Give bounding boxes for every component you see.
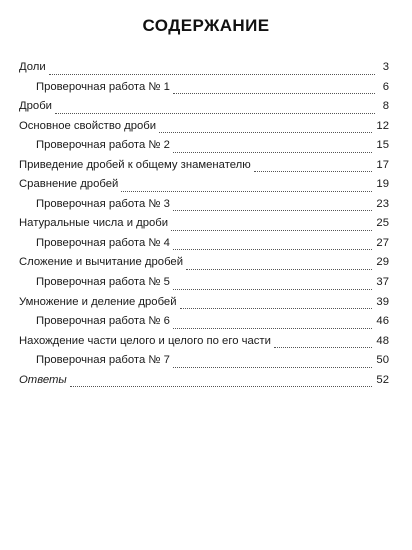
toc-entry-label: Сравнение дробей (19, 178, 119, 191)
toc-entry[interactable] (19, 293, 389, 313)
toc-entry-page: 52 (376, 373, 389, 386)
toc-entry-page: 39 (376, 295, 389, 308)
dot-leader (173, 328, 373, 329)
dot-leader (121, 191, 372, 192)
toc-entry[interactable] (19, 136, 389, 156)
table-of-contents (19, 58, 389, 390)
toc-entry-page: 12 (376, 119, 389, 132)
toc-entry-label: Основное свойство дроби (19, 119, 157, 132)
dot-leader (173, 289, 373, 290)
toc-entry-page: 19 (376, 178, 389, 191)
toc-entry-label: Проверочная работа № 4 (36, 236, 170, 249)
toc-entry-label: Проверочная работа № 2 (36, 139, 170, 152)
toc-entry[interactable] (19, 253, 389, 273)
toc-entry-answers[interactable] (19, 371, 389, 391)
toc-entry-page: 27 (376, 236, 389, 249)
dot-leader (55, 113, 375, 114)
dot-leader (274, 347, 373, 348)
toc-entry[interactable] (19, 156, 389, 176)
toc-entry-label: Проверочная работа № 6 (36, 315, 170, 328)
toc-entry-page: 15 (376, 139, 389, 152)
toc-entry[interactable] (19, 97, 389, 117)
toc-entry-label: Дроби (19, 100, 52, 113)
dot-leader (186, 269, 372, 270)
toc-entry[interactable] (19, 332, 389, 352)
toc-entry-label: Нахождение части целого и целого по его части (19, 334, 271, 347)
toc-entry-label: Ответы (19, 373, 67, 386)
toc-entry-page: 25 (376, 217, 389, 230)
dot-leader (173, 93, 375, 94)
toc-entry-page: 17 (376, 158, 389, 171)
dot-leader (173, 152, 373, 153)
toc-entry-page: 8 (382, 100, 389, 113)
dot-leader (254, 171, 373, 172)
toc-entry[interactable] (19, 58, 389, 78)
toc-entry-label: Проверочная работа № 3 (36, 197, 170, 210)
toc-entry-page: 37 (376, 276, 389, 289)
toc-entry[interactable] (19, 351, 389, 371)
toc-entry-page: 50 (376, 354, 389, 367)
toc-entry[interactable] (19, 273, 389, 293)
toc-entry-label: Доли (19, 61, 46, 73)
toc-entry-label: Приведение дробей к общему знаменателю (19, 158, 251, 171)
dot-leader (171, 230, 372, 231)
toc-entry-label: Проверочная работа № 1 (36, 80, 170, 93)
toc-entry-page: 29 (376, 256, 389, 269)
toc-entry-page: 6 (382, 80, 389, 93)
toc-entry[interactable] (19, 214, 389, 234)
dot-leader (173, 249, 373, 250)
dot-leader (159, 132, 372, 133)
toc-entry[interactable] (19, 195, 389, 215)
toc-entry-page: 48 (376, 334, 389, 347)
dot-leader (180, 308, 373, 309)
dot-leader (49, 74, 375, 75)
toc-entry-label: Проверочная работа № 5 (36, 276, 170, 289)
toc-entry-label: Умножение и деление дробей (19, 295, 177, 308)
toc-entry[interactable] (19, 312, 389, 332)
toc-entry-label: Сложение и вычитание дробей (19, 256, 184, 269)
toc-entry-page: 23 (376, 197, 389, 210)
dot-leader (173, 367, 373, 368)
toc-entry[interactable] (19, 175, 389, 195)
toc-entry-page: 46 (376, 315, 389, 328)
dot-leader (173, 210, 373, 211)
toc-entry-label: Проверочная работа № 7 (36, 354, 170, 367)
toc-entry[interactable] (19, 117, 389, 137)
toc-entry[interactable] (19, 234, 389, 254)
toc-entry[interactable] (19, 78, 389, 98)
toc-entry-page: 3 (382, 61, 389, 73)
page-title: СОДЕРЖАНИЕ (142, 16, 270, 35)
dot-leader (70, 386, 373, 387)
toc-entry-label: Натуральные числа и дроби (19, 217, 169, 230)
